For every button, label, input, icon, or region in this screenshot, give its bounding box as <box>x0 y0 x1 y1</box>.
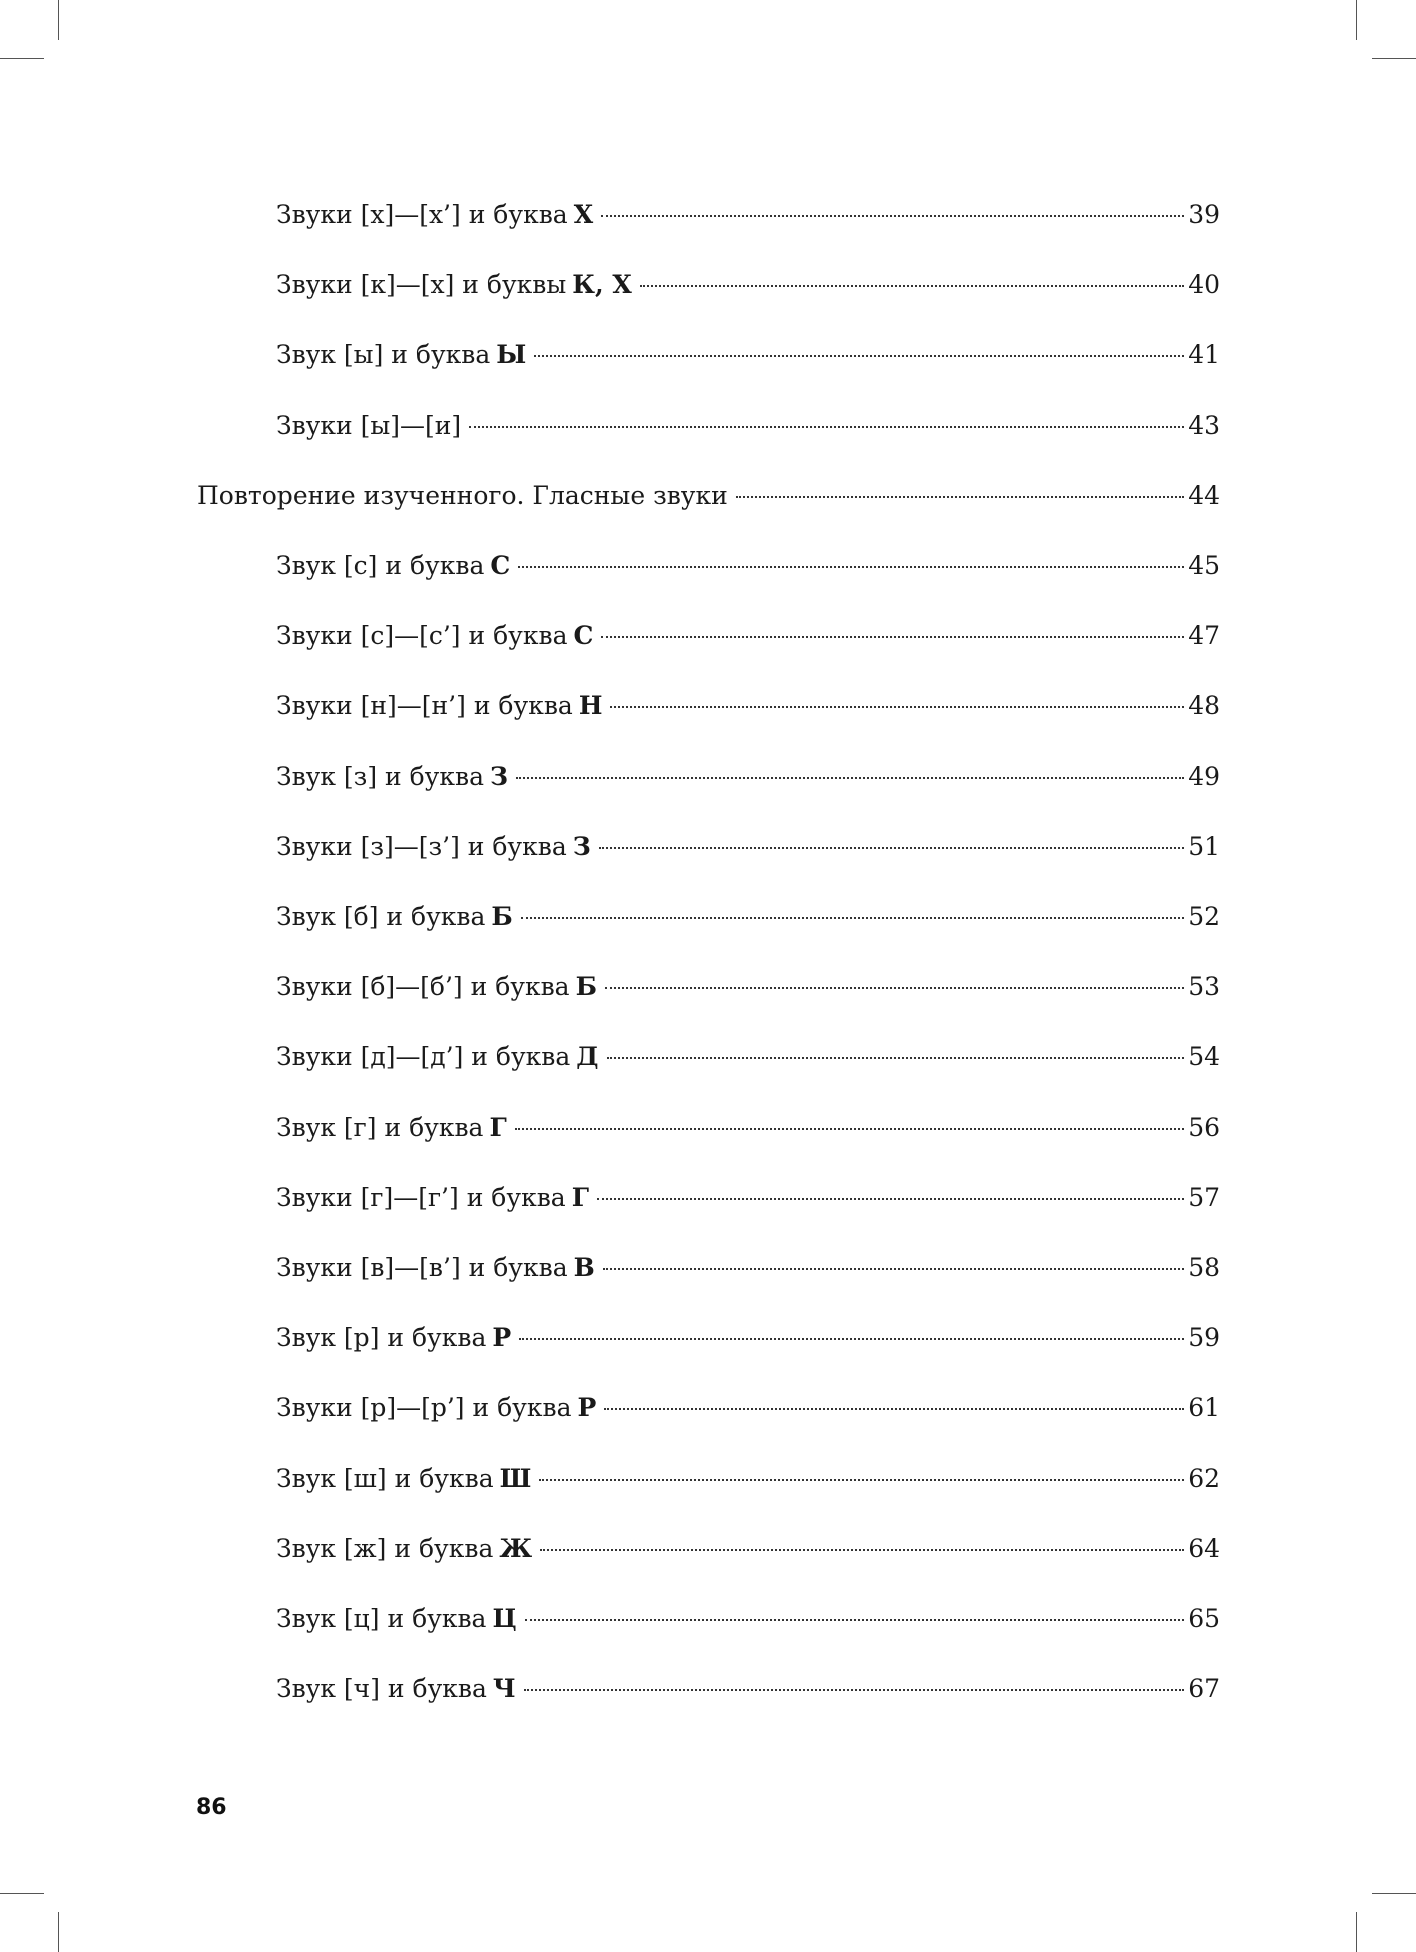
dot-leader <box>534 355 1184 357</box>
toc-entry-page-number: 49 <box>1188 761 1220 791</box>
toc-entry[interactable] <box>276 1318 1220 1358</box>
toc-entry[interactable] <box>276 1669 1220 1709</box>
dot-leader <box>525 1619 1185 1621</box>
toc-entry-letter: Ж <box>499 1533 533 1563</box>
toc-entry[interactable] <box>276 827 1220 867</box>
dot-leader <box>736 496 1184 498</box>
toc-entry[interactable] <box>276 757 1220 797</box>
toc-entry-title: Звуки [д]—[д’] и буква <box>276 1042 571 1072</box>
toc-entry[interactable] <box>276 1529 1220 1569</box>
toc-entry-title: Звук [б] и буква <box>276 902 486 931</box>
toc-entry-page-number: 51 <box>1188 831 1220 861</box>
toc-entry[interactable] <box>276 1248 1220 1288</box>
toc-entry-letter: Б <box>491 902 513 931</box>
dot-leader <box>518 566 1184 568</box>
toc-entry[interactable] <box>276 1388 1220 1428</box>
crop-mark-top-left-horizontal <box>0 58 44 59</box>
dot-leader <box>607 1057 1185 1059</box>
toc-entry[interactable] <box>276 335 1220 375</box>
toc-entry[interactable] <box>276 686 1220 726</box>
toc-entry-page-number: 57 <box>1188 1182 1220 1212</box>
toc-entry-letter: Г <box>571 1182 589 1212</box>
toc-entry[interactable] <box>276 1599 1220 1639</box>
dot-leader <box>604 1408 1184 1410</box>
crop-mark-bottom-right-horizontal <box>1372 1893 1416 1894</box>
toc-entry-title: Звуки [с]—[с’] и буква <box>276 621 568 651</box>
dot-leader <box>516 777 1184 779</box>
dot-leader <box>601 636 1184 638</box>
toc-entry-letter: С <box>573 621 594 651</box>
dot-leader <box>605 987 1184 989</box>
toc-entry[interactable] <box>276 616 1220 656</box>
dot-leader <box>603 1268 1184 1270</box>
toc-entry-title: Звук [ж] и буква <box>276 1533 494 1563</box>
toc-entry-letter: Г <box>489 1112 507 1142</box>
toc-entry-page-number: 52 <box>1188 902 1220 931</box>
toc-entry[interactable] <box>276 546 1220 586</box>
dot-leader <box>524 1689 1184 1691</box>
dot-leader <box>601 215 1184 217</box>
toc-entry-letter: З <box>490 761 509 791</box>
dot-leader <box>540 1549 1184 1551</box>
toc-entry-page-number: 54 <box>1188 1042 1220 1072</box>
toc-entry-title: Звук [ч] и буква <box>276 1674 487 1704</box>
toc-entry-title: Звук [ц] и буква <box>276 1604 487 1633</box>
toc-entry[interactable] <box>276 265 1220 305</box>
dot-leader <box>640 285 1184 287</box>
dot-leader <box>469 426 1184 428</box>
toc-entry-title: Звуки [з]—[з’] и буква <box>276 831 567 861</box>
toc-entry-letter: З <box>572 831 591 861</box>
page-number: 86 <box>196 1795 227 1820</box>
dot-leader <box>597 1198 1184 1200</box>
toc-entry-title: Звуки [б]—[б’] и буква <box>276 972 570 1002</box>
toc-entry-title: Звуки [к]—[х] и буквы <box>276 270 567 300</box>
toc-entry[interactable] <box>276 897 1220 937</box>
crop-mark-top-left-vertical <box>58 0 59 40</box>
toc-entry-page-number: 65 <box>1188 1604 1220 1633</box>
toc-entry-title: Звук [з] и буква <box>276 761 484 791</box>
toc-entry[interactable] <box>276 406 1220 446</box>
toc-entry-letter: Ш <box>499 1463 532 1493</box>
toc-entry-letter: Ы <box>496 340 527 370</box>
toc-entry-letter: Н <box>578 691 603 721</box>
toc-entry-page-number: 45 <box>1188 551 1220 580</box>
toc-entry-letter: С <box>490 551 511 580</box>
crop-mark-bottom-left-horizontal <box>0 1893 44 1894</box>
toc-entry-letter: Ч <box>492 1674 516 1704</box>
toc-entry-letter: Ц <box>492 1604 517 1633</box>
toc-entry-letter: Х <box>573 200 594 229</box>
toc-entry-page-number: 61 <box>1188 1393 1220 1423</box>
toc-entry-page-number: 53 <box>1188 972 1220 1002</box>
toc-entry-page-number: 41 <box>1188 340 1220 370</box>
dot-leader <box>610 706 1184 708</box>
toc-entry-page-number: 48 <box>1188 691 1220 721</box>
dot-leader <box>519 1338 1184 1340</box>
toc-entry-letter: Р <box>492 1323 512 1353</box>
toc-entry-letter: Д <box>576 1042 599 1072</box>
toc-entry-page-number: 62 <box>1188 1463 1220 1493</box>
dot-leader <box>521 917 1184 919</box>
toc-entry-page-number: 58 <box>1188 1253 1220 1282</box>
toc-entry-page-number: 56 <box>1188 1112 1220 1142</box>
toc-entry-title: Звуки [р]—[р’] и буква <box>276 1393 572 1423</box>
crop-mark-bottom-left-vertical <box>58 1912 59 1952</box>
toc-entry-page-number: 40 <box>1188 270 1220 300</box>
toc-entry-page-number: 44 <box>1188 480 1220 510</box>
dot-leader <box>539 1479 1184 1481</box>
toc-entry-title: Звуки [х]—[х’] и буква <box>276 200 568 229</box>
toc-entry-letter: В <box>573 1253 595 1282</box>
toc-entry[interactable] <box>276 1037 1220 1077</box>
dot-leader <box>599 847 1184 849</box>
toc-entry[interactable] <box>276 1178 1220 1218</box>
toc-entry[interactable] <box>276 1108 1220 1148</box>
toc-entry-page-number: 64 <box>1188 1533 1220 1563</box>
crop-mark-bottom-right-vertical <box>1356 1912 1357 1952</box>
dot-leader <box>515 1128 1184 1130</box>
toc-entry-title: Звук [р] и буква <box>276 1323 487 1353</box>
toc-entry-letter: Б <box>575 972 597 1002</box>
toc-entry-page-number: 39 <box>1188 200 1220 229</box>
toc-entry-title: Звуки [н]—[н’] и буква <box>276 691 573 721</box>
toc-entry[interactable] <box>276 967 1220 1007</box>
toc-entry-page-number: 43 <box>1188 410 1220 440</box>
toc-entry-title: Звук [ш] и буква <box>276 1463 494 1493</box>
crop-mark-top-right-horizontal <box>1372 58 1416 59</box>
toc-entry-title: Звуки [ы]—[и] <box>276 410 462 440</box>
toc-entry-page-number: 47 <box>1188 621 1220 651</box>
toc-entry[interactable] <box>197 476 1220 516</box>
toc-entry-letter: Р <box>577 1393 597 1423</box>
toc-entry-title: Звук [с] и буква <box>276 551 485 580</box>
toc-entry-page-number: 67 <box>1188 1674 1220 1704</box>
toc-entry-title: Повторение изученного. Гласные звуки <box>197 480 728 510</box>
toc-entry-title: Звуки [г]—[г’] и буква <box>276 1182 566 1212</box>
toc-entry-title: Звук [г] и буква <box>276 1112 484 1142</box>
toc-entry-letter: К, Х <box>572 270 632 300</box>
crop-mark-top-right-vertical <box>1356 0 1357 40</box>
toc-entry-title: Звуки [в]—[в’] и буква <box>276 1253 568 1282</box>
toc-entry[interactable] <box>276 195 1220 235</box>
toc-entry-page-number: 59 <box>1188 1323 1220 1353</box>
toc-entry-title: Звук [ы] и буква <box>276 340 491 370</box>
toc-entry[interactable] <box>276 1459 1220 1499</box>
